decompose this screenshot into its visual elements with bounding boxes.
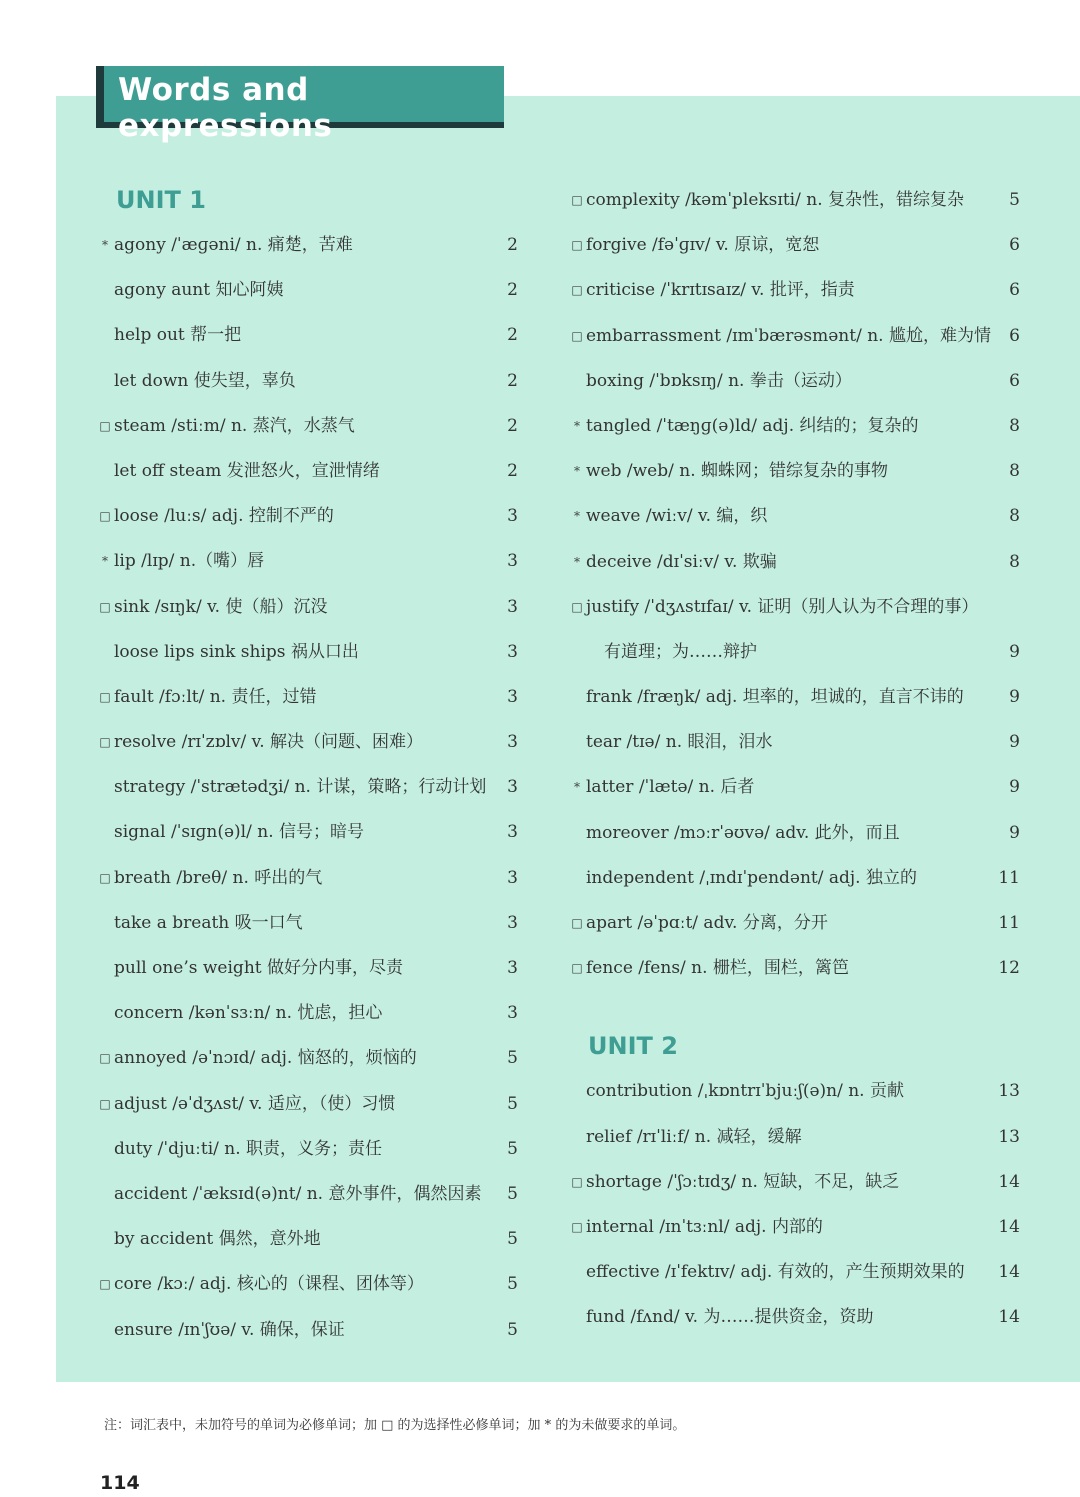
entry-text: contribution /ˌkɒntrɪˈbjuːʃ(ə)n/ n. 贡献 [586,1081,904,1102]
entry-page: 5 [507,1183,518,1204]
entry-page: 6 [1009,235,1020,256]
right-column [570,178,1020,1341]
entry-text: internal /ɪnˈtɜːnl/ adj. 内部的 [586,1216,823,1237]
entry-text: fence /fens/ n. 栅栏，围栏，篱笆 [586,958,849,979]
entry-text: tear /tɪə/ n. 眼泪，泪水 [586,732,773,753]
entry-page: 3 [507,551,518,572]
entry-text: boxing /ˈbɒksɪŋ/ n. 拳击（运动） [586,370,852,391]
entry-text: signal /ˈsɪɡn(ə)l/ n. 信号；暗号 [114,822,365,843]
word-entry [570,1295,1020,1340]
entry-page: 14 [998,1307,1020,1328]
entry-page: 13 [998,1126,1020,1147]
word-entry [98,494,528,539]
entry-page: 3 [507,596,518,617]
entry-page: 5 [507,1274,518,1295]
unit-heading: UNIT 2 [588,1032,678,1061]
entry-text: duty /ˈdjuːti/ n. 职责，义务；责任 [114,1138,383,1159]
word-entry [98,1127,528,1172]
entry-text: forgive /fəˈɡɪv/ v. 原谅，宽恕 [586,235,820,256]
word-entry [98,359,528,404]
word-entry [570,1250,1020,1295]
entry-text: annoyed /əˈnɔɪd/ adj. 恼怒的，烦恼的 [114,1048,417,1069]
word-entry [570,540,1020,585]
entry-text: take a breath 吸一口气 [114,912,303,933]
word-entry [98,1262,528,1307]
entry-page: 12 [998,958,1020,979]
word-entry [570,314,1020,359]
entry-page: 2 [507,370,518,391]
entry-text: breath /breθ/ n. 呼出的气 [114,867,323,888]
entry-text: frank /fræŋk/ adj. 坦率的，坦诚的，直言不讳的 [586,687,964,708]
entry-text: pull one’s weight 做好分内事，尽责 [114,958,403,978]
entry-page: 6 [1009,370,1020,391]
entry-page: 5 [507,1229,518,1250]
entry-page: 11 [998,913,1020,933]
entry-page: 3 [507,777,518,798]
entry-text: let off steam 发泄怒火，宣泄情绪 [114,460,380,481]
entry-page: 2 [507,235,518,255]
entry-text: moreover /mɔːrˈəʊvə/ adv. 此外，而且 [586,822,900,843]
entry-text: lip /lɪp/ n.（嘴）唇 [114,551,265,572]
entry-text: loose lips sink ships 祸从口出 [114,641,359,662]
word-entry [98,585,528,630]
entry-marker: □ [571,916,583,930]
entry-marker: □ [571,599,583,614]
entry-marker: □ [571,328,583,343]
entry-page: 5 [507,1093,518,1114]
entry-text: resolve /rɪˈzɒlv/ v. 解决（问题、困难） [114,732,424,753]
entry-page: 6 [1009,280,1020,301]
entry-marker: * [102,238,108,252]
entry-text: let down 使失望，辜负 [114,370,296,391]
entry-page: 2 [507,415,518,436]
entry-text: tangled /ˈtæŋɡ(ə)ld/ adj. 纠结的；复杂的 [586,415,919,436]
entry-marker: □ [99,509,111,524]
entry-text: latter /ˈlætə/ n. 后者 [586,777,755,798]
entry-text: steam /stiːm/ n. 蒸汽，水蒸气 [114,415,355,436]
entry-marker: □ [99,735,111,750]
entry-text: independent /ˌɪndɪˈpendənt/ adj. 独立的 [586,867,917,888]
entry-page: 8 [1009,551,1020,572]
entry-marker: * [574,464,580,479]
section-title: Words and expressions [118,72,333,144]
entry-marker: □ [99,1051,111,1066]
entry-page: 8 [1009,415,1020,436]
entry-page: 5 [507,1319,518,1340]
entry-text: agony /ˈæɡəni/ n. 痛楚，苦难 [114,235,353,255]
entry-text: relief /rɪˈliːf/ n. 减轻，缓解 [586,1126,802,1147]
word-entry [98,946,528,991]
entry-text: core /kɔː/ adj. 核心的（课程、团体等） [114,1274,424,1295]
word-entry [570,449,1020,494]
word-entry [570,404,1020,449]
word-entry [570,946,1020,991]
word-entry [98,404,528,449]
entry-text: accident /ˈæksɪd(ə)nt/ n. 意外事件，偶然因素 [114,1183,482,1204]
entry-text: loose /luːs/ adj. 控制不严的 [114,506,334,527]
unit-gap [570,991,1000,1024]
word-entry [98,223,528,268]
word-entry [570,901,1020,946]
word-entry [98,810,528,855]
entry-page: 2 [507,280,518,301]
entry-marker: □ [99,870,111,885]
word-entry [570,856,1020,901]
entry-marker: * [102,554,108,569]
word-entry [98,856,528,901]
entry-text: embarrassment /ɪmˈbærəsmənt/ n. 尴尬，难为情 [586,325,991,346]
entry-text: agony aunt 知心阿姨 [114,280,284,301]
word-list [98,223,528,1353]
entry-marker: * [574,418,580,433]
entry-page: 3 [507,686,518,707]
entry-text: apart /əˈpɑːt/ adv. 分离，分开 [586,913,828,933]
entry-text: ensure /ɪnˈʃʊə/ v. 确保，保证 [114,1319,345,1340]
word-entry [570,765,1020,810]
word-entry [570,720,1020,765]
entry-text: complexity /kəmˈpleksɪti/ n. 复杂性，错综复杂 [586,190,965,210]
entry-page: 3 [507,822,518,843]
entry-text: by accident 偶然，意外地 [114,1229,321,1250]
word-entry [98,539,528,584]
word-list [570,178,1020,991]
word-entry [98,1036,528,1081]
entry-text: adjust /əˈdʒʌst/ v. 适应，（使）习惯 [114,1093,396,1114]
word-entry [570,1115,1020,1160]
word-entry [98,991,528,1036]
footnote: 注：词汇表中，未加符号的单词为必修单词；加 □ 的为选择性必修单词；加 * 的为未做要求的单词。 [104,1418,686,1433]
word-entry [98,1082,528,1127]
word-entry [98,630,528,675]
entry-page: 9 [1009,641,1020,662]
entry-page: 3 [507,641,518,662]
unit-heading: UNIT 1 [116,186,206,214]
entry-page: 3 [507,867,518,888]
entry-marker: □ [99,689,111,704]
entry-text: weave /wiːv/ v. 编，织 [586,506,768,527]
entry-marker: □ [99,418,111,433]
word-entry [570,223,1020,268]
word-entry [570,268,1020,313]
word-entry [570,359,1020,404]
word-entry [98,720,528,765]
word-entry [570,1205,1020,1250]
entry-page: 9 [1009,777,1020,798]
entry-page: 5 [507,1138,518,1159]
left-column [98,178,528,1353]
entry-marker: * [574,509,580,524]
entry-marker: □ [571,1174,583,1189]
entry-marker: * [574,554,580,569]
entry-page: 8 [1009,506,1020,527]
entry-text: help out 帮一把 [114,325,242,346]
entry-marker: □ [99,1277,111,1292]
entry-marker: □ [571,238,583,253]
page-number: 114 [100,1472,140,1494]
entry-page: 5 [1009,190,1020,210]
word-entry [98,1308,528,1353]
entry-text: effective /ɪˈfektɪv/ adj. 有效的，产生预期效果的 [586,1262,965,1283]
entry-marker: □ [571,1219,583,1234]
entry-text: strategy /ˈstrætədʒi/ n. 计谋，策略；行动计划 [114,777,487,798]
entry-text: concern /kənˈsɜːn/ n. 忧虑，担心 [114,1003,383,1024]
entry-marker: □ [99,1096,111,1111]
entry-page: 9 [1009,822,1020,843]
entry-page: 3 [507,912,518,933]
entry-text: web /web/ n. 蜘蛛网；错综复杂的事物 [586,461,889,482]
entry-page: 3 [507,1003,518,1024]
word-entry [570,1069,1020,1114]
entry-marker: □ [571,961,583,976]
entry-page: 5 [507,1048,518,1069]
entry-page: 9 [1009,732,1020,753]
entry-marker: * [574,780,580,795]
word-entry [570,630,1020,675]
entry-page: 9 [1009,687,1020,708]
entry-marker: □ [571,283,583,298]
word-entry [570,811,1020,856]
word-entry [570,585,1000,630]
entry-page: 2 [507,460,518,481]
entry-page: 14 [998,1262,1020,1283]
word-entry [98,1172,528,1217]
entry-text: fund /fʌnd/ v. 为……提供资金，资助 [586,1307,874,1328]
word-entry [570,494,1020,539]
word-entry [98,449,528,494]
entry-page: 2 [507,325,518,346]
word-entry [570,675,1020,720]
entry-text: fault /fɔːlt/ n. 责任，过错 [114,686,317,707]
entry-page: 3 [507,958,518,978]
entry-text: 有道理；为……辩护 [604,641,757,662]
entry-page: 6 [1009,325,1020,346]
word-list [570,1069,1020,1340]
entry-marker: □ [99,599,111,614]
entry-page: 14 [998,1171,1020,1192]
word-entry [98,675,528,720]
word-entry [570,1160,1020,1205]
entry-marker: □ [571,193,583,207]
word-entry [98,268,528,313]
word-entry [98,765,528,810]
entry-text: shortage /ˈʃɔːtɪdʒ/ n. 短缺，不足，缺乏 [586,1171,900,1192]
entry-page: 3 [507,506,518,527]
section-title-banner [96,66,504,144]
entry-text: criticise /ˈkrɪtɪsaɪz/ v. 批评，指责 [586,280,855,301]
entry-page: 14 [998,1216,1020,1237]
entry-page: 8 [1009,461,1020,482]
word-entry [98,313,528,358]
entry-text: sink /sɪŋk/ v. 使（船）沉没 [114,596,328,617]
word-entry [98,901,528,946]
word-entry [98,1217,528,1262]
entry-page: 13 [998,1081,1020,1102]
word-entry [570,178,1020,223]
entry-page: 3 [507,732,518,753]
entry-text: justify /ˈdʒʌstɪfaɪ/ v. 证明（别人认为不合理的事） [586,596,979,617]
entry-page: 11 [998,867,1020,888]
entry-text: deceive /dɪˈsiːv/ v. 欺骗 [586,551,777,572]
